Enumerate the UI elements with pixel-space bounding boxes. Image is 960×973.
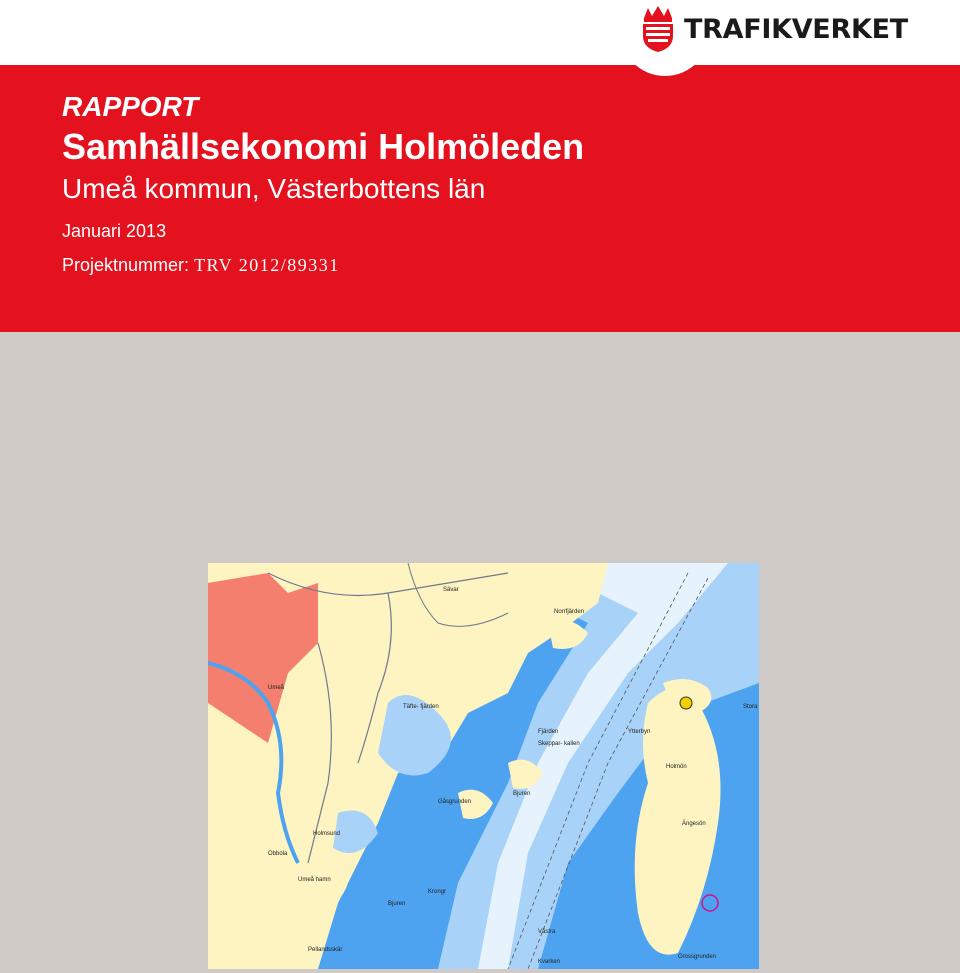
place-label: Ytterbyn bbox=[628, 729, 651, 735]
place-label: Täfte- fjärden bbox=[403, 704, 439, 710]
place-label: Gåsgrunden bbox=[438, 799, 472, 805]
place-label: Fjärden bbox=[538, 729, 559, 735]
place-label: Kvarken bbox=[538, 959, 561, 965]
report-label: RAPPORT bbox=[62, 91, 199, 122]
place-label: Pellandsskär bbox=[308, 947, 343, 953]
place-label: Bjuren bbox=[388, 901, 406, 907]
place-label: Sävar bbox=[443, 587, 459, 593]
place-label: Holmön bbox=[666, 764, 687, 770]
place-label: Grossgrunden bbox=[678, 954, 717, 960]
ferry-marker bbox=[680, 697, 692, 709]
crown-shield-icon bbox=[640, 6, 676, 52]
brand-name: TRAFIKVERKET bbox=[684, 13, 908, 45]
nautical-chart-map bbox=[208, 563, 759, 969]
report-date: Januari 2013 bbox=[62, 221, 167, 241]
project-number-label: Projektnummer: bbox=[62, 255, 190, 275]
chart-svg bbox=[208, 563, 759, 969]
place-label: Stora bbox=[743, 704, 758, 710]
place-label: Umeå bbox=[268, 685, 285, 691]
place-label: Ängesön bbox=[682, 821, 706, 827]
project-number bbox=[62, 254, 584, 276]
place-label: Krongr bbox=[428, 889, 447, 895]
report-subtitle: Umeå kommun, Västerbottens län bbox=[62, 173, 486, 204]
place-label: Obbola bbox=[268, 851, 288, 857]
place-label: Västra bbox=[538, 929, 556, 935]
place-label: Umeå hamn bbox=[298, 877, 331, 883]
place-label: Skeppar- kallen bbox=[538, 741, 580, 747]
place-label: Norrfjärden bbox=[554, 609, 585, 615]
report-title: Samhällsekonomi Holmöleden bbox=[62, 126, 585, 167]
place-label: Bjuren bbox=[513, 791, 531, 797]
cover-titles bbox=[62, 90, 584, 276]
trafikverket-logo bbox=[640, 4, 908, 54]
project-number-value: TRV 2012/89331 bbox=[194, 255, 340, 275]
place-label: Holmsund bbox=[313, 831, 341, 837]
